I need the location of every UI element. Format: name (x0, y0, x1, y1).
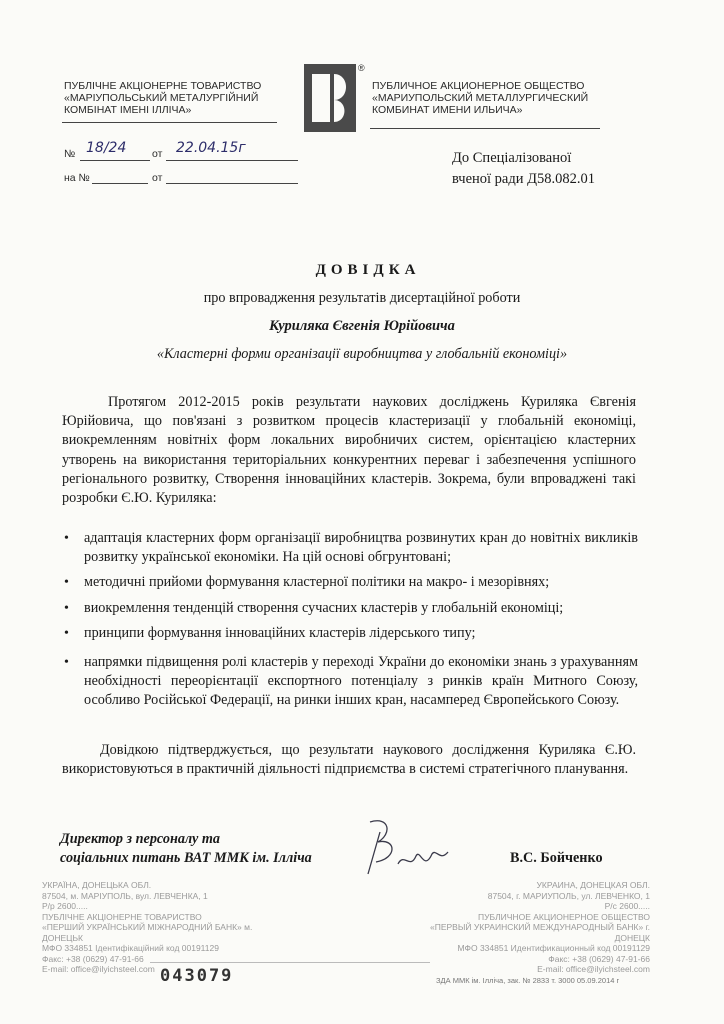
list-item-text: напрямки підвищення ролі кластерів у переході України до економіки знань з урахуванням необхідності переорієнтації експортного потенціалу з ринків країн Митного Союзу, особливо Російської Федерації, на ринки інших кран, насамперед Європейського Союзу. (84, 654, 638, 709)
serial-number: 043079 (160, 966, 234, 986)
ref-from-line (166, 160, 298, 161)
confirmation-paragraph: Довідкою підтверджується, що результати наукового дослідження Куриляка Є.Ю. використовуються в практичній діяльності підприємства в системі стратегічного планування. (62, 742, 636, 778)
letterhead-left-line: «МАРІУПОЛЬСЬКИЙ МЕТАЛУРГІЙНИЙ (64, 92, 259, 104)
intro-paragraph: Протягом 2012-2015 років результати наукових досліджень Куриляка Євгенія Юрійовича, що пов'язані з розвитком процесів кластеризації у глобальній економіці, виокремленням новітніх форм локальних виробничих систем, орієнтацією кластерних утворень на використання територіальних конкурентних переваг і забезпечення успішного регіонального розвитку, Створення інноваційних кластерів. Зокрема, були впроваджені такі розробки Є.Ю. Куриляка: (62, 394, 636, 507)
footer-right (400, 880, 650, 975)
bullet-icon: • (64, 655, 69, 671)
ref-on-from-label: от (152, 172, 163, 184)
ref-on-line (92, 183, 148, 184)
footer-left-line: Факс: +38 (0629) 47-91-66 (42, 953, 144, 964)
footer-right-line: УКРАИНА, ДОНЕЦКАЯ ОБЛ. (536, 880, 650, 890)
handwritten-signature (340, 812, 460, 882)
ref-from-value: 22.04.15г (176, 140, 246, 156)
ref-on-from-line (166, 183, 298, 184)
footer-right-line: 87504, г. МАРИУПОЛЬ, ул. ЛЕВЧЕНКО, 1 (487, 890, 650, 901)
signatory-position (60, 830, 312, 868)
footer-left (42, 880, 292, 975)
letterhead-right-line: «МАРИУПОЛЬСКИЙ МЕТАЛЛУРГИЧЕСКИЙ (372, 92, 589, 104)
company-logo-icon (300, 60, 360, 136)
list-item (64, 529, 638, 567)
bullet-icon: • (64, 600, 69, 616)
bullet-icon: • (64, 575, 69, 591)
addressee-line: вченої ради Д58.082.01 (452, 171, 596, 187)
letterhead-left-line: КОМБІНАТ ІМЕНІ ІЛЛІЧА» (64, 104, 192, 116)
signatory-name: В.С. Бойченко (510, 850, 603, 866)
addressee (452, 148, 595, 190)
signatory-position-line: соціальних питань ВАТ ММК ім. Ілліча (60, 850, 312, 866)
footer-right-line: ПУБЛИЧНОЕ АКЦИОНЕРНОЕ ОБЩЕСТВО (478, 911, 650, 922)
footer-left-line: Р/р 2600..... (42, 901, 88, 911)
list-item (64, 573, 638, 592)
footer-right-line: «ПЕРВЫЙ УКРАИНСКИЙ МЕЖДУНАРОДНЫЙ БАНК» г. ДОНЕЦК (430, 922, 650, 943)
bullet-icon: • (64, 531, 69, 546)
footer-right-line: Факс: +38 (0629) 47-91-66 (548, 953, 650, 964)
list-item-text: виокремлення тенденцій створення сучасних кластерів у глобальній економіці; (84, 599, 564, 616)
document-subtitle: про впровадження результатів дисертаційної роботи (203, 290, 521, 306)
print-note: ЗДА ММК ім. Ілліча, зак. № 2833 т. 3000 05.09.2014 г (436, 976, 620, 985)
signatory-position-line: Директор з персоналу та (60, 831, 220, 847)
ref-no-line (80, 160, 150, 161)
letterhead-right-line: ПУБЛИЧНОЕ АКЦИОНЕРНОЕ ОБЩЕСТВО (372, 80, 585, 92)
list-item-text: принципи формування інноваційних кластерів лідерського типу; (84, 624, 476, 641)
letterhead-right (372, 80, 612, 116)
list-item (64, 624, 638, 643)
implementations-list (64, 529, 638, 711)
footer-right-line: E-mail: office@ilyichsteel.com (537, 964, 650, 974)
footer-rule (150, 962, 430, 963)
footer-left-line: «ПЕРШИЙ УКРАЇНСЬКИЙ МІЖНАРОДНИЙ БАНК» м. ДОНЕЦЬК (42, 922, 253, 943)
letterhead-left-rule (62, 122, 277, 123)
footer-left-line: МФО 334851 Ідентифікаційний код 00191129 (42, 943, 219, 953)
footer-left-line: ПУБЛІЧНЕ АКЦІОНЕРНЕ ТОВАРИСТВО (42, 911, 202, 922)
letterhead-left (64, 80, 274, 116)
footer-left-line: 87504, м. МАРІУПОЛЬ, вул. ЛЕВЧЕНКА, 1 (42, 890, 208, 901)
list-item-text: адаптація кластерних форм організації виробництва розвинутих кран до новітніх викликів розвитку української економіки. На цій основі обгрунтовані; (84, 530, 638, 566)
footer-left-line: УКРАЇНА, ДОНЕЦЬКА ОБЛ. (42, 880, 152, 890)
addressee-line: До Спеціалізованої (452, 150, 572, 166)
dissertation-topic: «Кластерні форми організації виробництва у глобальній економіці» (156, 346, 568, 362)
person-name: Куриляка Євгенія Юрійовича (269, 318, 455, 334)
ref-no-value: 18/24 (86, 140, 127, 156)
list-item (64, 653, 638, 711)
ref-on-label: на № (64, 172, 90, 184)
ref-from-label: от (152, 148, 163, 160)
ref-no-label: № (64, 148, 76, 160)
list-item (64, 599, 638, 618)
footer-right-line: Р/с 2600..... (604, 901, 650, 911)
list-item-text: методичні прийоми формування кластерної політики на макро- і мезорівнях; (84, 574, 550, 591)
bullet-icon: • (64, 625, 69, 641)
logo-registered-mark: ® (358, 63, 365, 73)
footer-left-line: E-mail: office@ilyichsteel.com (42, 964, 155, 974)
letterhead-left-line: ПУБЛІЧНЕ АКЦІОНЕРНЕ ТОВАРИСТВО (64, 80, 262, 92)
letterhead-right-rule (370, 128, 600, 129)
footer-right-line: МФО 334851 Идентификационный код 00191129 (457, 943, 650, 953)
letterhead-right-line: КОМБИНАТ ИМЕНИ ИЛЬИЧА» (372, 104, 523, 116)
document-title: ДОВІДКА (315, 262, 421, 278)
